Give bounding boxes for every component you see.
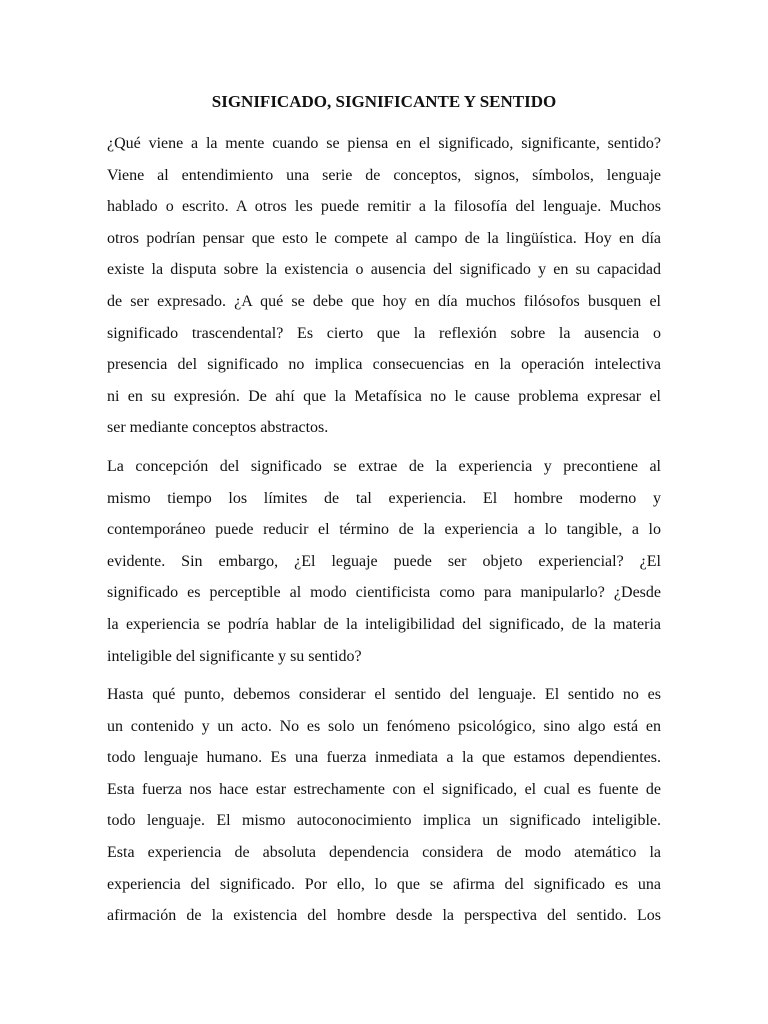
text-line: todo lenguaje. El mismo autoconocimiento implica un significado inteligible. [107, 812, 661, 830]
paragraph-2 [107, 451, 661, 672]
text-line: ser mediante conceptos abstractos. [107, 419, 329, 437]
text-line: Esta experiencia de absoluta dependencia considera de modo atemático la [107, 844, 661, 862]
text-line: la experiencia se podría hablar de la inteligibilidad del significado, de la materia [107, 615, 661, 633]
text-line: un contenido y un acto. No es solo un fenómeno psicológico, sino algo está en [107, 717, 661, 735]
paragraph-3 [107, 679, 661, 932]
text-line: Viene al entendimiento una serie de conceptos, signos, símbolos, lenguaje [107, 166, 661, 184]
text-line: ¿Qué viene a la mente cuando se piensa en el significado, significante, sentido? [107, 135, 661, 152]
text-line: significado es perceptible al modo cientificista como para manipularlo? ¿Desde [107, 584, 661, 602]
text-line: existe la disputa sobre la existencia o ausencia del significado y en su capacidad [107, 261, 661, 279]
text-line: La concepción del significado se extrae de la experiencia y precontiene al [107, 457, 661, 475]
text-line: significado trascendental? Es cierto que la reflexión sobre la ausencia o [107, 324, 661, 342]
document-body [107, 128, 661, 939]
paragraph-1 [107, 128, 661, 444]
text-line: contemporáneo puede reducir el término de la experiencia a lo tangible, a lo [107, 521, 661, 539]
text-line: inteligible del significante y su sentido? [107, 647, 362, 665]
document-title: SIGNIFICADO, SIGNIFICANTE Y SENTIDO [211, 92, 557, 111]
text-line: Hasta qué punto, debemos considerar el sentido del lenguaje. El sentido no es [107, 686, 661, 704]
text-line: experiencia del significado. Por ello, lo que se afirma del significado es una [107, 875, 661, 893]
text-line: afirmación de la existencia del hombre desde la perspectiva del sentido. Los [107, 907, 661, 925]
text-line: todo lenguaje humano. Es una fuerza inmediata a la que estamos dependientes. [107, 749, 661, 767]
text-line: mismo tiempo los límites de tal experiencia. El hombre moderno y [107, 489, 661, 507]
text-line: ni en su expresión. De ahí que la Metafísica no le cause problema expresar el [107, 387, 661, 405]
text-line: evidente. Sin embargo, ¿El leguaje puede ser objeto experiencial? ¿El [107, 552, 661, 570]
text-line: Esta fuerza nos hace estar estrechamente con el significado, el cual es fuente de [107, 780, 661, 798]
text-line: de ser expresado. ¿A qué se debe que hoy en día muchos filósofos busquen el [107, 292, 661, 310]
text-line: presencia del significado no implica consecuencias en la operación intelectiva [107, 356, 661, 374]
text-line: otros podrían pensar que esto le compete al campo de la lingüística. Hoy en día [107, 229, 661, 247]
text-line: hablado o escrito. A otros les puede remitir a la filosofía del lenguaje. Muchos [107, 198, 661, 216]
